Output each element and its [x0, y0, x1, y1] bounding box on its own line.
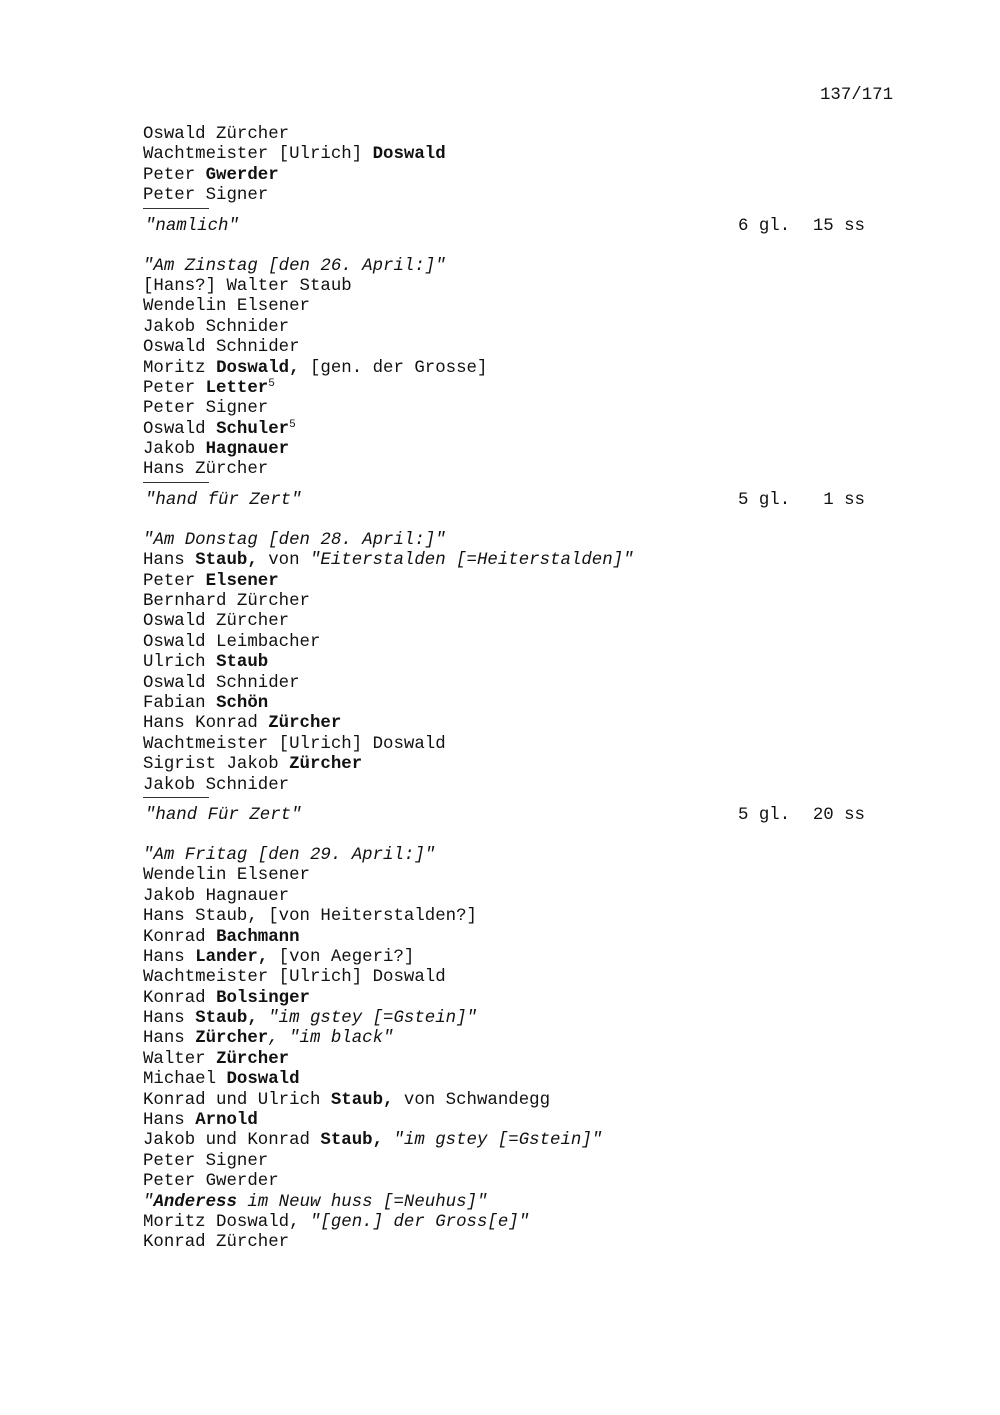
entry-line: [143, 674, 883, 694]
entry-line: [143, 776, 883, 796]
sum-label: "hand für Zert": [145, 490, 302, 510]
entry-text: Letter: [205, 378, 269, 398]
entry-line: [143, 948, 883, 968]
entry-line: [143, 1070, 883, 1090]
sum-rule: [143, 797, 209, 798]
entry-text: Peter: [143, 378, 206, 398]
entry-text: Lander,: [195, 947, 269, 967]
entry-text: Zürcher: [216, 1049, 290, 1069]
entry-text: "Eiterstalden [=Heiterstalden]": [310, 551, 634, 571]
entry-text: Hans: [143, 1029, 196, 1049]
entry-text: Staub,: [330, 1090, 394, 1110]
entry-line: [143, 735, 883, 755]
sum-row: [143, 491, 883, 511]
entry-text: Zürcher: [289, 755, 363, 775]
entry-line: [143, 186, 883, 206]
entry-text: Moritz Doswald,: [143, 1212, 310, 1232]
entry-text: Oswald Leimbacher: [143, 632, 321, 652]
entry-line: [143, 440, 883, 460]
entry-line: [143, 968, 883, 988]
entry-text: Sigrist Jakob: [143, 755, 290, 775]
entry-line: [143, 551, 883, 571]
entry-line: [143, 145, 883, 165]
sum-row: [143, 806, 883, 826]
entry-line: [143, 318, 883, 338]
sum-gulden: 6 gl.: [738, 216, 791, 236]
entry-line: [143, 379, 883, 399]
entry-text: Wendelin Elsener: [143, 297, 310, 317]
sum-label: "hand Für Zert": [145, 805, 302, 825]
entry-line: [143, 1193, 883, 1213]
entry-text: Zürcher: [268, 714, 342, 734]
sum-rule: [143, 482, 209, 483]
entry-text: Jakob Schnider: [143, 775, 290, 795]
entry-line: [143, 755, 883, 775]
entry-text: Peter Gwerder: [143, 1172, 279, 1192]
entry-text: Hans: [143, 1009, 196, 1029]
entry-line: [143, 633, 883, 653]
sum-gulden: 5 gl.: [738, 805, 791, 825]
section-heading: "Am Zinstag [den 26. April:]": [143, 256, 446, 276]
entry-text: Bernhard Zürcher: [143, 592, 310, 612]
entry-line: [143, 1172, 883, 1192]
entry-text: Hans: [143, 1111, 196, 1131]
entry-text: Peter: [143, 571, 206, 591]
entry-text: Hans: [143, 947, 196, 967]
entry-text: Michael: [143, 1070, 227, 1090]
entry-line: [143, 1091, 883, 1111]
entry-line: [143, 592, 883, 612]
sum-row: [143, 217, 883, 237]
section-heading: "Am Donstag [den 28. April:]": [143, 530, 446, 550]
entry-text: Oswald: [143, 419, 217, 439]
footnote-marker: 5: [289, 418, 296, 431]
entry-line: [143, 460, 883, 480]
entry-line: [143, 866, 883, 886]
entry-text: Doswald: [226, 1070, 300, 1090]
entry-text: Oswald Schnider: [143, 673, 300, 693]
entry-text: Wachtmeister [Ulrich] Doswald: [143, 968, 446, 988]
entry-line: [143, 612, 883, 632]
entry-text: Konrad: [143, 927, 217, 947]
entry-text: Jakob Schnider: [143, 317, 290, 337]
entry-text: Fabian: [143, 693, 217, 713]
entry-line: [143, 399, 883, 419]
entry-text: Wachtmeister [Ulrich]: [143, 145, 373, 165]
entry-text: "im gstey [=Gstein]": [393, 1131, 603, 1151]
entry-text: Zürcher: [195, 1029, 269, 1049]
entry-text: Jakob und Konrad: [143, 1131, 321, 1151]
entry-text: Oswald Schnider: [143, 338, 300, 358]
entry-text: Schön: [216, 693, 269, 713]
entry-line: [143, 125, 883, 145]
entry-text: [Hans?] Walter Staub: [143, 276, 352, 296]
entry-text: Konrad und Ulrich: [143, 1090, 331, 1110]
entry-text: "[gen.] der Gross[e]": [309, 1212, 530, 1232]
sum-rule: [143, 208, 209, 209]
entry-line: [143, 1131, 883, 1151]
entry-text: [258, 1009, 268, 1028]
entry-text: Hans Staub, [von Heiterstalden?]: [143, 907, 477, 927]
entry-text: Staub,: [320, 1131, 384, 1151]
entry-text: Jakob Hagnauer: [143, 886, 290, 906]
sum-schilling: 20 ss: [812, 805, 865, 825]
entry-line: [143, 297, 883, 317]
entry-text: Anderess: [153, 1192, 237, 1212]
entry-text: Jakob: [143, 440, 206, 460]
entry-text: Peter Signer: [143, 1151, 269, 1171]
entry-line: [143, 277, 883, 297]
entry-text: Konrad Zürcher: [143, 1233, 290, 1253]
entry-text: Peter: [143, 165, 206, 185]
entry-text: Hans Zürcher: [143, 460, 269, 480]
entry-text: Bolsinger: [216, 988, 310, 1008]
entry-line: [143, 166, 883, 186]
entry-text: Schuler: [216, 419, 290, 439]
entry-line: [143, 338, 883, 358]
entry-text: Staub: [216, 653, 269, 673]
entry-line: [143, 420, 883, 440]
entry-text: Bachmann: [216, 927, 300, 947]
entry-text: Staub,: [195, 551, 258, 571]
entry-line: [143, 907, 883, 927]
entry-line: [143, 1009, 883, 1029]
entry-text: [383, 1131, 393, 1150]
entry-text: Doswald,: [216, 358, 300, 378]
entry-text: im Neuw huss [=Neuhus]": [236, 1192, 488, 1212]
entry-text: Hagnauer: [205, 440, 290, 460]
entry-text: ": [143, 1192, 154, 1212]
entry-text: [von Aegeri?]: [268, 947, 415, 967]
entry-text: Oswald Zürcher: [143, 125, 290, 144]
entry-text: Staub,: [195, 1009, 258, 1029]
entry-line: [143, 572, 883, 592]
entry-text: Walter: [143, 1049, 217, 1069]
entry-text: Konrad: [143, 988, 217, 1008]
entry-line: [143, 928, 883, 948]
section-heading: "Am Fritag [den 29. April:]": [143, 845, 436, 865]
entry-text: Elsener: [205, 571, 279, 591]
entry-text: Doswald: [372, 145, 446, 165]
entry-line: [143, 714, 883, 734]
entry-line: [143, 1213, 883, 1233]
entry-text: Peter Signer: [143, 186, 269, 206]
entry-line: [143, 1050, 883, 1070]
footnote-marker: 5: [268, 377, 275, 390]
entry-line: [143, 1233, 883, 1253]
entry-line: [143, 989, 883, 1009]
entry-line: [143, 694, 883, 714]
entry-line: [143, 359, 883, 379]
entry-line: [143, 887, 883, 907]
sum-label: "namlich": [145, 216, 239, 236]
entry-text: [gen. der Grosse]: [299, 358, 488, 378]
entry-line: [143, 1111, 883, 1131]
entry-text: von: [257, 551, 310, 571]
entry-text: Moritz: [143, 358, 217, 378]
entry-line: [143, 1152, 883, 1172]
page-number: 137/171: [820, 86, 894, 105]
entry-text: Oswald Zürcher: [143, 612, 290, 632]
entry-text: , "im black": [268, 1029, 394, 1049]
sum-schilling: 15 ss: [812, 216, 865, 236]
entry-text: Wendelin Elsener: [143, 866, 310, 886]
entry-text: Gwerder: [205, 165, 279, 185]
sum-schilling: 1 ss: [823, 490, 865, 510]
entry-text: Hans: [143, 551, 196, 571]
document-body: [143, 125, 883, 1254]
entry-text: Arnold: [195, 1111, 258, 1131]
sum-gulden: 5 gl.: [738, 490, 791, 510]
entry-line: [143, 653, 883, 673]
entry-text: Ulrich: [143, 653, 217, 673]
entry-text: Peter Signer: [143, 399, 269, 419]
entry-line: [143, 1029, 883, 1049]
entry-text: Wachtmeister [Ulrich] Doswald: [143, 734, 446, 754]
entry-text: "im gstey [=Gstein]": [268, 1009, 477, 1029]
entry-text: Hans Konrad: [143, 714, 269, 734]
entry-text: von Schwandegg: [393, 1090, 551, 1110]
